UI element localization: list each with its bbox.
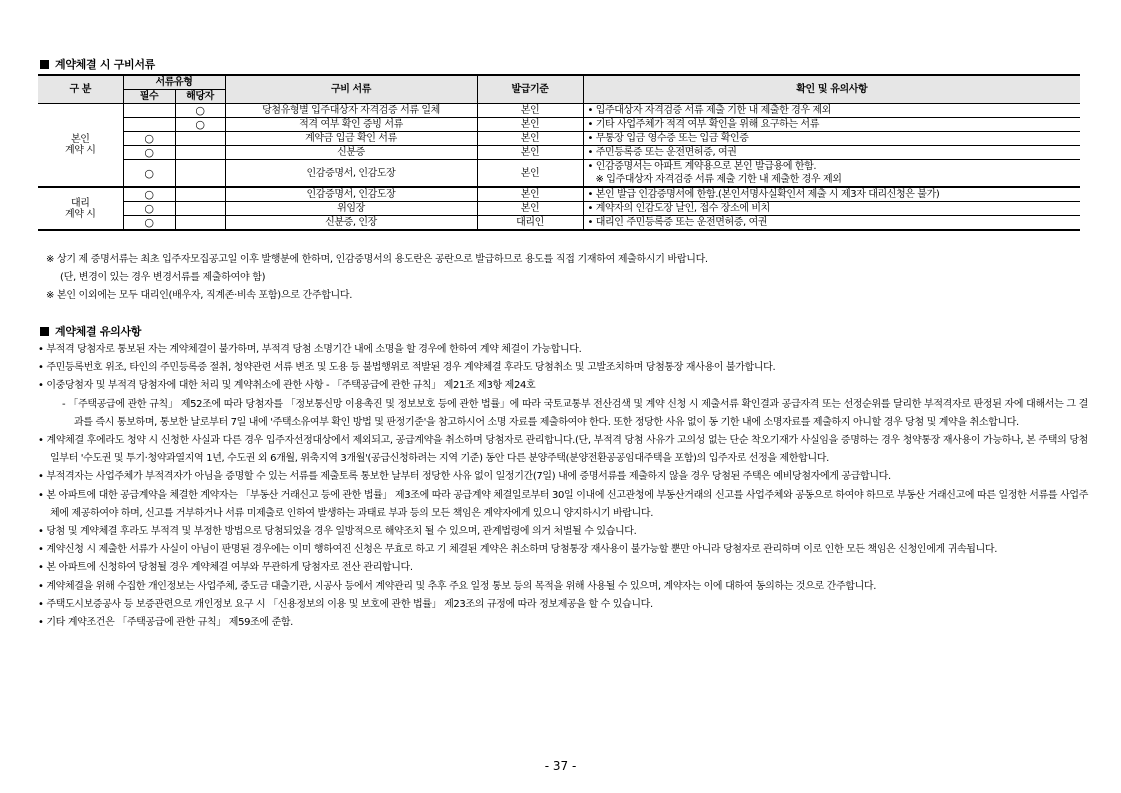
applicable-mark: ○ — [175, 104, 225, 118]
required-mark — [123, 104, 175, 118]
table-row — [38, 132, 1080, 146]
header-category: 구 분 — [38, 75, 123, 104]
paragraph: • 주택도시보증공사 등 보증관련으로 개인정보 요구 시 「신용정보의 이용 및 보호에 관한 법률」 제23조의 규정에 따라 정보제공을 할 수 있습니다. — [38, 598, 653, 610]
footnote: ※ 상기 제 증명서류는 최초 입주자모집공고일 이후 발행분에 한하며, 인감증명서의 용도란은 공란으로 발급하므로 용도를 직접 기재하여 제출하시기 바랍니다. — [46, 254, 708, 265]
issue-basis: 본인 — [477, 160, 583, 188]
documents-table — [38, 74, 1080, 231]
paragraph: • 본 아파트에 신청하여 당첨될 경우 계약체결 여부와 무관하게 당첨자로 전산 관리합니다. — [38, 562, 413, 574]
table-row — [38, 160, 1080, 174]
header-doc-type: 서류유형 — [123, 75, 225, 90]
applicable-mark — [175, 202, 225, 216]
table-row — [38, 104, 1080, 118]
note: • 무통장 입금 영수증 또는 입금 확인증 — [583, 132, 1080, 146]
header-issue-basis: 발급기준 — [477, 75, 583, 104]
table-footnotes — [46, 251, 708, 305]
required-mark: ○ — [123, 146, 175, 160]
square-bullet-icon — [40, 327, 49, 336]
header-applicable: 해당자 — [175, 90, 225, 104]
table-header-row — [38, 75, 1080, 90]
note: • 입주대상자 자격검증 서류 제출 기한 내 제출한 경우 제외 — [583, 104, 1080, 118]
issue-basis: 본인 — [477, 118, 583, 132]
section-title-precautions — [40, 323, 141, 339]
issue-basis: 대리인 — [477, 216, 583, 231]
issue-basis: 본인 — [477, 187, 583, 202]
applicable-mark — [175, 160, 225, 188]
table-row — [38, 146, 1080, 160]
footnote: ※ 본인 이외에는 모두 대리인(배우자, 직계존·비속 포함)으로 간주합니다. — [46, 290, 353, 301]
group-proxy-contract: 대리 계약 시 — [38, 187, 123, 230]
required-mark: ○ — [123, 202, 175, 216]
paragraph: • 주민등록번호 위조, 타인의 주민등록증 절취, 청약관련 서류 변조 및 도용 등 불법행위로 적발된 경우 계약체결 후라도 당첨취소 및 고발조치하며 당첨통장 재사용이 불가합니다. — [38, 362, 776, 374]
note: • 기타 사업주체가 적격 여부 확인을 위해 요구하는 서류 — [583, 118, 1080, 132]
applicable-mark: ○ — [175, 118, 225, 132]
paragraph: • 계약신청 시 제출한 서류가 사실이 아님이 판명된 경우에는 이미 행하여진 신청은 무효로 하고 기 체결된 계약은 취소하며 당첨통장 재사용이 불가능할 뿐만 아니라 당첨자로 관리하며 이로 인한 모든 책임은 신청인에게 귀속됩니다. — [38, 544, 998, 556]
required-mark: ○ — [123, 216, 175, 231]
paragraph: • 부적격 당첨자로 통보된 자는 계약체결이 불가하며, 부적격 당첨 소명기간 내에 소명을 할 경우에 한하여 계약 체결이 가능합니다. — [38, 344, 582, 355]
section-title-text: 계약체결 유의사항 — [55, 325, 142, 338]
required-mark — [123, 118, 175, 132]
footnote: (단, 변경이 있는 경우 변경서류를 제출하여야 함) — [60, 272, 266, 283]
applicable-mark — [175, 187, 225, 202]
paragraph: • 기타 계약조건은 「주택공급에 관한 규칙」 제59조에 준함. — [38, 617, 294, 629]
note: • 계약자의 인감도장 날인, 접수 장소에 비치 — [583, 202, 1080, 216]
document-name: 신분증 — [225, 146, 477, 160]
issue-basis: 본인 — [477, 104, 583, 118]
note: • 본인 발급 인감증명서에 한함.(본인서명사실확인서 제출 시 제3자 대리신청은 불가) — [583, 187, 1080, 202]
document-name: 계약금 입금 확인 서류 — [225, 132, 477, 146]
issue-basis: 본인 — [477, 202, 583, 216]
table-row — [38, 216, 1080, 231]
issue-basis: 본인 — [477, 146, 583, 160]
document-name: 위임장 — [225, 202, 477, 216]
paragraph: • 본 아파트에 대한 공급계약을 체결한 계약자는 「부동산 거래신고 등에 관한 법률」 제3조에 따라 공급계약 체결일로부터 30일 이내에 신고관청에 부동산거래의 신고를 사업주체와 공동으로 하여야 하므로 부동산 거래신고에 따른 일정한 서류를 사업주체에 제공하여야 하며, 신고를 거부하거나 서류 미제출로 인하여 발생하는 과태료 부과 등의 모든 책임은 계약자에게 있으니 양지하시기 바랍니다. — [38, 489, 1088, 519]
header-notes: 확인 및 유의사항 — [583, 75, 1080, 104]
note: • 대리인 주민등록증 또는 운전면허증, 여권 — [583, 216, 1080, 231]
group-self-contract: 본인 계약 시 — [38, 104, 123, 188]
note-sub: ※ 입주대상자 자격검증 서류 제출 기한 내 제출한 경우 제외 — [583, 173, 1080, 187]
note: • 주민등록증 또는 운전면허증, 여권 — [583, 146, 1080, 160]
table-row — [38, 202, 1080, 216]
table-row — [38, 187, 1080, 202]
issue-basis: 본인 — [477, 132, 583, 146]
required-mark: ○ — [123, 160, 175, 188]
paragraph: • 계약체결을 위해 수집한 개인정보는 사업주체, 중도금 대출기관, 시공사 등에서 계약관리 및 추후 주요 일정 통보 등의 목적을 위해 사용될 수 있으며, 계약자는 이에 대하여 동의하는 것으로 간주합니다. — [38, 580, 877, 592]
document-name: 적격 여부 확인 증빙 서류 — [225, 118, 477, 132]
paragraph: • 당첨 및 계약체결 후라도 부적격 및 부정한 방법으로 당첨되었을 경우 일방적으로 해약조치 될 수 있으며, 관계법령에 의거 처벌될 수 있습니다. — [38, 526, 637, 538]
paragraph: • 부적격자는 사업주체가 부적격자가 아님을 증명할 수 있는 서류를 제출토록 통보한 날부터 정당한 사유 없이 일정기간(7일) 내에 증명서류를 제출하지 않을 경우 당첨된 주택은 예비당첨자에게 공급합니다. — [38, 471, 891, 483]
document-name: 인감증명서, 인감도장 — [225, 187, 477, 202]
sub-paragraph: - 「주택공급에 관한 규칙」 제52조에 따라 당첨자를 「정보통신망 이용촉진 및 정보보호 등에 관한 법률」에 따라 국토교통부 전산검색 및 계약 신청 시 제출서류 확인결과 공급자격 또는 선정순위를 달리한 부적격자로 판정된 자에 대해서는 그 결과를 즉시 통보하며, 통보한 날로부터 7일 내에 '주택소유여부 확인 방법 및 판정기준'을 참고하시어 소명 자료를 제출하여야 한다. 또한 정당한 사유 없이 동 기한 내에 소명자료를 제출하지 아니할 경우 당첨 및 계약을 취소합니다. — [62, 398, 1088, 428]
paragraph: • 계약체결 후에라도 청약 시 신청한 사실과 다른 경우 입주자선정대상에서 제외되고, 공급계약을 취소하며 당첨자로 관리합니다.(단, 부적격 당첨 사유가 고의성 없는 단순 착오기재가 사실임을 증명하는 경우 청약통장 재사용이 가능하나, 본 주택의 당첨일부터 '수도권 및 투기·청약과열지역 1년, 수도권 외 6개월, 위축지역 3개월'(공급신청하려는 지역 기준) 동안 다른 분양주택(분양전환공공임대주택을 포함)의 입주자로 선정을 제한합니다. — [38, 435, 1088, 465]
applicable-mark — [175, 146, 225, 160]
page-number: - 37 - — [544, 759, 577, 773]
required-mark: ○ — [123, 132, 175, 146]
document-name: 신분증, 인장 — [225, 216, 477, 231]
document-name: 인감증명서, 인감도장 — [225, 160, 477, 188]
precautions-body — [38, 341, 1088, 632]
paragraph: • 이중당첨자 및 부적격 당첨자에 대한 처리 및 계약취소에 관한 사항 - 「주택공급에 관한 규칙」 제21조 제3항 제24호 — [38, 380, 536, 392]
section-title-text: 계약체결 시 구비서류 — [55, 58, 155, 71]
note: • 인감증명서는 아파트 계약용으로 본인 발급용에 한함. — [583, 160, 1080, 174]
required-mark: ○ — [123, 187, 175, 202]
applicable-mark — [175, 216, 225, 231]
document-name: 당첨유형별 입주대상자 자격검증 서류 일체 — [225, 104, 477, 118]
header-documents: 구비 서류 — [225, 75, 477, 104]
square-bullet-icon — [40, 60, 49, 69]
section-title-documents — [40, 56, 155, 72]
header-required: 필수 — [123, 90, 175, 104]
applicable-mark — [175, 132, 225, 146]
table-row — [38, 118, 1080, 132]
